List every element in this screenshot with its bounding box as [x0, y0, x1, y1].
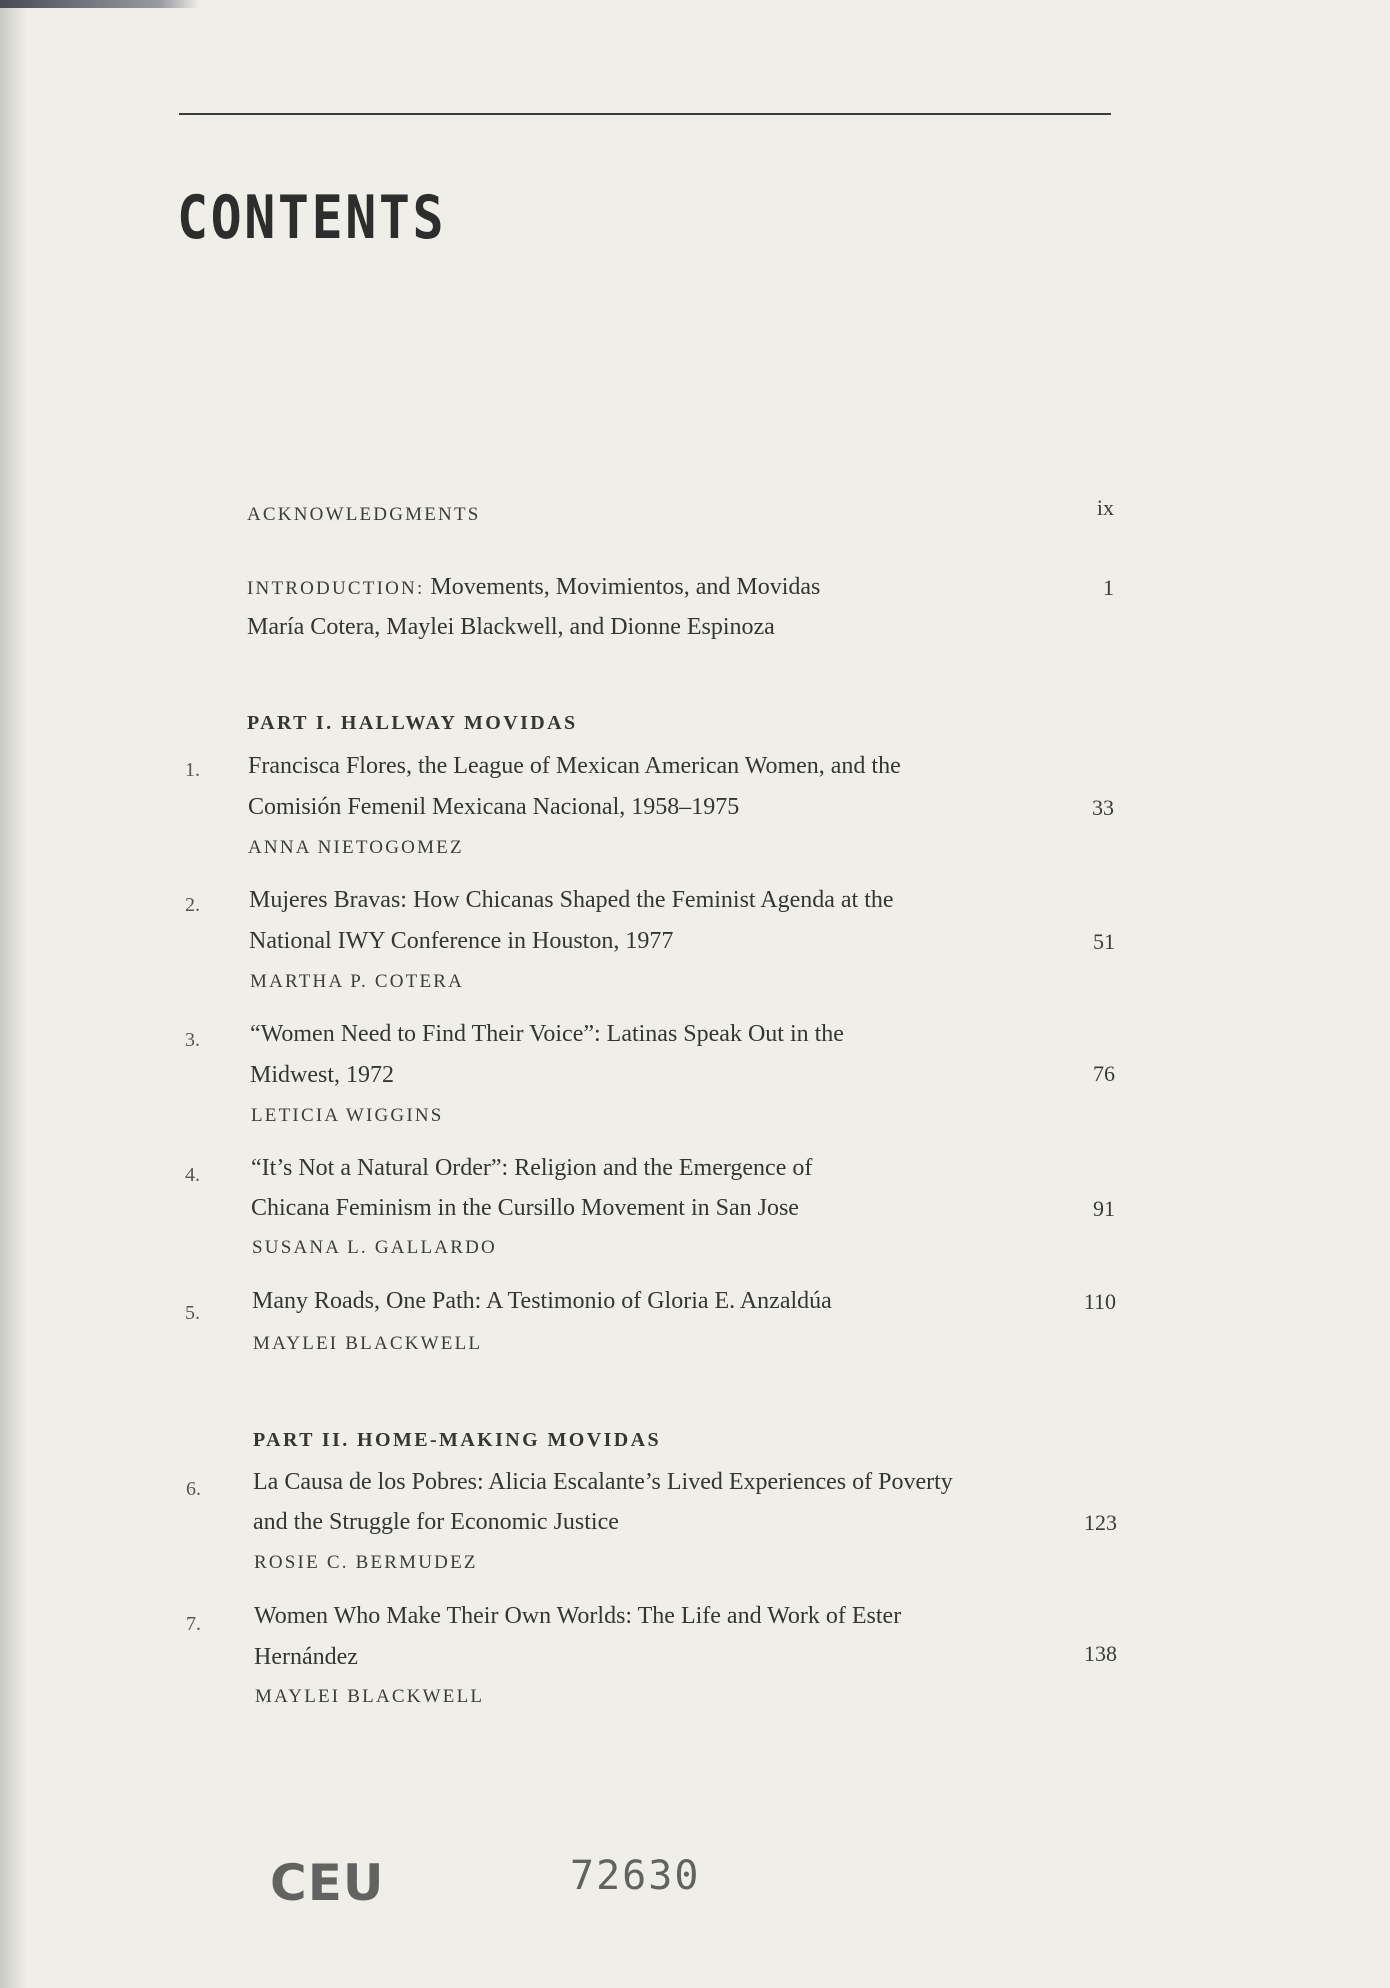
chapter-6-title-line2: and the Struggle for Economic Justice: [253, 1509, 619, 1535]
chapter-6-page: 123: [1084, 1510, 1117, 1535]
toc-acknowledgments-page: ix: [1096, 495, 1114, 520]
chapter-2-title-line2: National IWY Conference in Houston, 1977: [249, 928, 674, 954]
chapter-4-title-line1: “It’s Not a Natural Order”: Religion and the Emergence of: [251, 1155, 813, 1181]
chapter-7-page: 138: [1084, 1641, 1117, 1666]
chapter-3-title-line1: “Women Need to Find Their Voice”: Latinas Speak Out in the: [250, 1021, 844, 1047]
page-title: CONTENTS: [177, 183, 447, 253]
chapter-2-number: 2.: [185, 894, 200, 916]
toc-introduction-title: [247, 575, 820, 599]
page-binding-shadow: [0, 0, 26, 1988]
chapter-5-page: 110: [1083, 1289, 1116, 1314]
toc-introduction-authors: María Cotera, Maylei Blackwell, and Dionne Espinoza: [247, 614, 775, 640]
chapter-4-number: 4.: [185, 1164, 200, 1186]
chapter-5-title-line1: Many Roads, One Path: A Testimonio of Gloria E. Anzaldúa: [252, 1288, 832, 1314]
chapter-3-author: LETICIA WIGGINS: [251, 1105, 444, 1126]
chapter-5-author: MAYLEI BLACKWELL: [253, 1333, 483, 1354]
chapter-5-number: 5.: [185, 1302, 200, 1324]
chapter-6-number: 6.: [186, 1478, 201, 1500]
chapter-4-title-line2: Chicana Feminism in the Cursillo Movement in San Jose: [251, 1195, 799, 1221]
toc-introduction-label: INTRODUCTION:: [247, 578, 425, 599]
header-rule: [179, 113, 1111, 115]
part-1-title: PART I. HALLWAY MOVIDAS: [247, 712, 578, 734]
library-stamp-ceu: CEU: [270, 1854, 385, 1912]
chapter-1-number: 1.: [185, 759, 200, 781]
toc-acknowledgments-label: ACKNOWLEDGMENTS: [247, 504, 481, 525]
toc-introduction-page: 1: [1103, 575, 1114, 600]
toc-introduction-text: Movements, Movimientos, and Movidas: [430, 574, 821, 600]
chapter-2-page: 51: [1093, 929, 1115, 954]
chapter-1-title-line2: Comisión Femenil Mexicana Nacional, 1958–1975: [248, 794, 740, 820]
chapter-1-author: ANNA NIETOGOMEZ: [248, 837, 464, 858]
chapter-6-author: ROSIE C. BERMUDEZ: [254, 1552, 478, 1573]
chapter-3-title-line2: Midwest, 1972: [250, 1062, 394, 1088]
chapter-7-title-line2: Hernández: [254, 1644, 358, 1670]
chapter-7-author: MAYLEI BLACKWELL: [255, 1686, 485, 1707]
part-2-title: PART II. HOME-MAKING MOVIDAS: [253, 1429, 661, 1451]
chapter-7-number: 7.: [186, 1613, 201, 1635]
chapter-3-page: 76: [1093, 1061, 1115, 1086]
library-accession-number: 72630: [570, 1853, 701, 1899]
chapter-4-author: SUSANA L. GALLARDO: [252, 1237, 497, 1258]
chapter-1-page: 33: [1092, 795, 1114, 820]
chapter-3-number: 3.: [185, 1029, 200, 1051]
chapter-2-author: MARTHA P. COTERA: [250, 971, 465, 992]
chapter-1-title-line1: Francisca Flores, the League of Mexican American Women, and the: [248, 753, 901, 779]
page-top-edge: [0, 0, 200, 8]
chapter-2-title-line1: Mujeres Bravas: How Chicanas Shaped the Feminist Agenda at the: [249, 887, 894, 913]
chapter-4-page: 91: [1093, 1196, 1115, 1221]
chapter-6-title-line1: La Causa de los Pobres: Alicia Escalante’s Lived Experiences of Poverty: [253, 1469, 953, 1495]
chapter-7-title-line1: Women Who Make Their Own Worlds: The Life and Work of Ester: [254, 1603, 902, 1629]
